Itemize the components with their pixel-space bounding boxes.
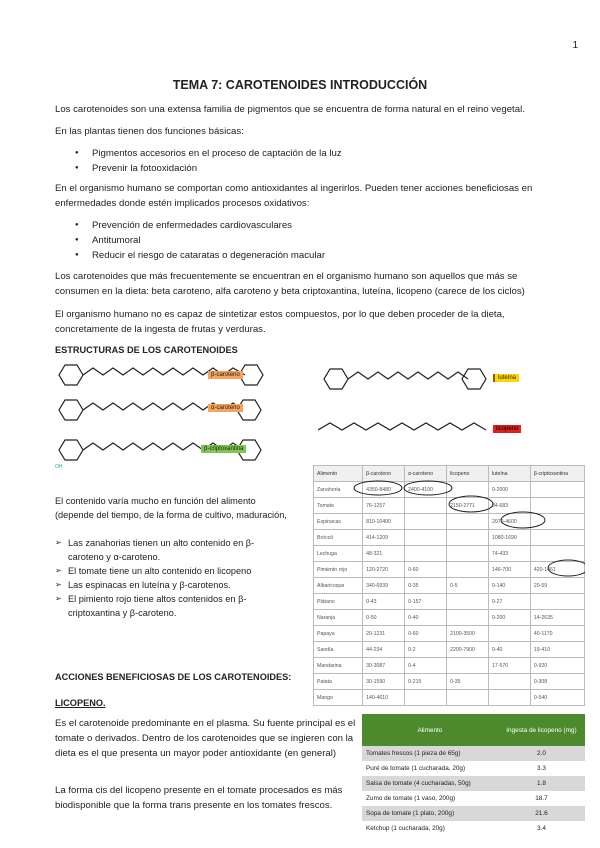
ring-shape bbox=[324, 369, 348, 389]
table-row bbox=[314, 626, 585, 642]
table-cell: 0-40 bbox=[488, 642, 530, 658]
table-cell: Salsa de tomate (4 cucharadas, 50g) bbox=[362, 776, 498, 791]
table-cell: 414-1209 bbox=[363, 530, 405, 546]
table-cell: 0-43 bbox=[363, 594, 405, 610]
table-cell: 1.8 bbox=[498, 776, 585, 791]
synthesis-paragraph: El organismo humano no es capaz de sintetizar estos compuestos, por lo que deben proceder de la dieta, concretamente de la ingesta de frutas y verduras. bbox=[55, 309, 505, 335]
chain-shape bbox=[348, 372, 468, 379]
table-cell: 30-3087 bbox=[363, 658, 405, 674]
lycopene-paragraph-1: Es el carotenoide predominante en el plasma. Su fuente principal es el tomate o derivados. Dentro de los carotenoides que se ingieren con la dieta es el que presenta un mayor poder antioxidante (en general) bbox=[55, 718, 356, 759]
table-row bbox=[362, 791, 585, 806]
lycopene-intake-table bbox=[362, 714, 585, 836]
table-cell: 1080-1690 bbox=[488, 530, 530, 546]
table-cell bbox=[447, 658, 489, 674]
table-cell: 0-308 bbox=[530, 674, 584, 690]
highlight-circle bbox=[404, 481, 452, 495]
table-cell: 0-2 bbox=[405, 642, 447, 658]
table-cell: Papaya bbox=[314, 626, 363, 642]
table-cell: 0-920 bbox=[530, 658, 584, 674]
human-actions-list bbox=[75, 218, 325, 263]
table-cell: Sandía bbox=[314, 642, 363, 658]
table-cell: Lechuga bbox=[314, 546, 363, 562]
table-cell bbox=[488, 626, 530, 642]
table-cell: Sopa de tomate (1 plato, 200g) bbox=[362, 806, 498, 821]
highlight-circle bbox=[449, 496, 493, 512]
table-cell: 0-215 bbox=[405, 674, 447, 690]
table-cell: 0-60 bbox=[405, 562, 447, 578]
table-cell: Puré de tomate (1 cucharada, 20g) bbox=[366, 765, 466, 772]
column-header: Ingesta de licopeno (mg) bbox=[498, 714, 585, 746]
column-header: α-caroteno bbox=[405, 466, 447, 482]
table-cell: 2070-4600 bbox=[488, 514, 530, 530]
table-cell bbox=[447, 594, 489, 610]
table-cell: 120-2720 bbox=[363, 562, 405, 578]
list-item: ➢ Las zanahorias tienen un alto contenido en β-caroteno y α-caroteno. bbox=[55, 536, 285, 564]
table-row bbox=[314, 690, 585, 706]
lycopene-paragraph-2: La forma cis del licopeno presente en el tomate procesados es más biodisponible que la forma trans presente en los tomates frescos. bbox=[55, 785, 343, 811]
table-row bbox=[362, 806, 585, 821]
table-cell: 3.3 bbox=[536, 765, 546, 772]
table-row bbox=[362, 761, 585, 776]
table-row bbox=[362, 746, 585, 761]
licopeno-label: licopeno bbox=[493, 425, 521, 433]
table-cell: 19-410 bbox=[530, 642, 584, 658]
table-row bbox=[314, 642, 585, 658]
oh-label: OH bbox=[55, 464, 63, 470]
luteina-label: luteína bbox=[493, 374, 519, 382]
table-cell: 0-157 bbox=[405, 594, 447, 610]
list-item: ➢ El pimiento rojo tiene altos contenidos en β-criptoxantina y β-caroteno. bbox=[55, 592, 285, 620]
page-number: 1 bbox=[572, 40, 578, 51]
table-cell bbox=[447, 690, 489, 706]
column-header: β-caroteno bbox=[363, 466, 405, 482]
chain-shape bbox=[318, 423, 486, 430]
column-header: β-criptoxantina bbox=[530, 466, 584, 482]
plants-intro: En las plantas tienen dos funciones básicas: bbox=[55, 126, 244, 137]
list-item: ➢ Las espinacas en luteína y β-carotenos. bbox=[55, 578, 285, 592]
table-cell: 0-140 bbox=[488, 578, 530, 594]
table-cell: 340-6939 bbox=[363, 578, 405, 594]
table-cell: 2200-7900 bbox=[447, 642, 489, 658]
table-cell: 420-1461 bbox=[530, 562, 584, 578]
beta-caroteno-label: β-caroteno bbox=[208, 371, 243, 379]
table-cell: 4350-8480 bbox=[363, 482, 405, 498]
table-cell: 0-60 bbox=[405, 626, 447, 642]
table-cell: 21.6 bbox=[498, 806, 585, 821]
table-cell: Tomates frescos (1 pieza de 65g) bbox=[362, 746, 498, 761]
table-cell: 20-1231 bbox=[363, 626, 405, 642]
list-item: ● Pigmentos accesorios en el proceso de captación de la luz bbox=[75, 146, 342, 161]
table-cell: Mango bbox=[314, 690, 363, 706]
list-item: ● Antitumoral bbox=[75, 233, 325, 248]
highlight-circle bbox=[501, 512, 545, 528]
ring-shape bbox=[462, 369, 486, 389]
column-header: Alimento bbox=[362, 714, 498, 746]
table-cell: 14-2635 bbox=[530, 610, 584, 626]
table-cell: 76-1257 bbox=[363, 498, 405, 514]
table-cell: 74-433 bbox=[488, 546, 530, 562]
table-cell: 146-700 bbox=[488, 562, 530, 578]
table-cell: Pimiento rojo bbox=[314, 562, 363, 578]
table-cell: Zumo de tomate (1 vaso, 200g) bbox=[366, 795, 456, 802]
table-cell: 20-59 bbox=[530, 578, 584, 594]
content-points-list bbox=[55, 536, 285, 620]
table-cell: 18.7 bbox=[535, 795, 548, 802]
list-item: ● Prevenir la fotooxidación bbox=[75, 161, 342, 176]
table-cell: 30-1590 bbox=[363, 674, 405, 690]
lycopene-heading: LICOPENO. bbox=[55, 698, 106, 708]
table-row bbox=[362, 776, 585, 791]
table-cell: Patata bbox=[314, 674, 363, 690]
table-row bbox=[362, 821, 585, 836]
table-cell: 0-50 bbox=[363, 610, 405, 626]
table-cell: 2.0 bbox=[498, 746, 585, 761]
table-cell: 0-35 bbox=[447, 674, 489, 690]
table-row bbox=[314, 610, 585, 626]
table-cell bbox=[447, 610, 489, 626]
table-cell: 0-35 bbox=[405, 578, 447, 594]
structures-right-svg bbox=[318, 355, 493, 445]
ring-shape bbox=[59, 365, 83, 385]
table-cell: Mandarina bbox=[314, 658, 363, 674]
column-header: licopeno bbox=[447, 466, 489, 482]
actions-heading: ACCIONES BENEFICIOSAS DE LOS CAROTENOIDES: bbox=[55, 672, 292, 682]
table-row bbox=[314, 658, 585, 674]
human-intro: En el organismo humano se comportan como antioxidantes al ingerirlos. Pueden tener acciones beneficiosas en enfermedades donde estén implicados procesos oxidativos: bbox=[55, 183, 533, 209]
table-cell: 40-1170 bbox=[530, 626, 584, 642]
highlight-circle bbox=[354, 481, 402, 495]
table-cell: 0-2000 bbox=[488, 482, 530, 498]
table-cell: Plátano bbox=[314, 594, 363, 610]
page-title: TEMA 7: CAROTENOIDES INTRODUCCIÓN bbox=[172, 78, 428, 92]
table-cell: Brócoli bbox=[314, 530, 363, 546]
table-cell: Naranja bbox=[314, 610, 363, 626]
ring-shape bbox=[59, 400, 83, 420]
list-item: ➢ El tomate tiene un alto contenido en licopeno bbox=[55, 564, 285, 578]
list-item: ● Reducir el riesgo de cataratas o degeneración macular bbox=[75, 248, 325, 263]
table-cell: 2100-3500 bbox=[447, 626, 489, 642]
table-cell: 140-4610 bbox=[363, 690, 405, 706]
intro-paragraph: Los carotenoides son una extensa familia de pigmentos que se encuentra de forma natural en el reino vegetal. bbox=[55, 104, 525, 115]
table-cell: 2150-2771 bbox=[447, 498, 489, 514]
table-cell: 810-10400 bbox=[363, 514, 405, 530]
table-cell: Albaricoque bbox=[314, 578, 363, 594]
table-cell: Tomate bbox=[314, 498, 363, 514]
list-item: ● Prevención de enfermedades cardiovasculares bbox=[75, 218, 325, 233]
table-cell bbox=[405, 690, 447, 706]
structures-heading: ESTRUCTURAS DE LOS CAROTENOIDES bbox=[55, 345, 238, 355]
highlight-circles-svg bbox=[313, 465, 585, 585]
table-cell bbox=[488, 690, 530, 706]
column-header: luteína bbox=[488, 466, 530, 482]
table-cell: 0-200 bbox=[488, 610, 530, 626]
frequent-carotenoids: Los carotenoides que más frecuentemente se encuentran en el organismo humano son aquellos que más se consumen en la dieta: beta caroteno, alfa caroteno y beta criptoxantina, luteína, licopeno (carece de los ciclos) bbox=[55, 271, 525, 297]
column-header: Alimento bbox=[314, 466, 363, 482]
table-cell: 0-27 bbox=[488, 594, 530, 610]
table-cell: 2400-4100 bbox=[405, 482, 447, 498]
highlight-circle bbox=[548, 560, 585, 576]
table-cell: 48-321 bbox=[363, 546, 405, 562]
table-cell: 0-5 bbox=[447, 578, 489, 594]
table-cell: 17-570 bbox=[488, 658, 530, 674]
table-cell: 0-40 bbox=[405, 610, 447, 626]
table-cell: Zanahoria bbox=[314, 482, 363, 498]
table-cell: 44-234 bbox=[363, 642, 405, 658]
table-cell bbox=[530, 594, 584, 610]
table-cell: Espinacas bbox=[314, 514, 363, 530]
alfa-caroteno-label: α-caroteno bbox=[208, 404, 243, 412]
table-cell bbox=[488, 674, 530, 690]
criptoxantina-label: β-criptoxantina bbox=[201, 445, 246, 453]
table-cell: Ketchup (1 cucharada, 20g) bbox=[366, 825, 445, 832]
plant-functions-list bbox=[75, 146, 342, 176]
content-heading: El contenido varía mucho en función del alimento (depende del tiempo, de la forma de cultivo, maduración, bbox=[55, 496, 287, 520]
table-cell: 0-540 bbox=[530, 690, 584, 706]
table-cell: 3.4 bbox=[536, 825, 546, 832]
table-cell: 84-683 bbox=[488, 498, 530, 514]
table-row bbox=[314, 674, 585, 690]
structures-left-svg bbox=[55, 360, 300, 470]
ring-shape bbox=[59, 440, 83, 460]
table-row bbox=[314, 594, 585, 610]
table-cell: 0-4 bbox=[405, 658, 447, 674]
